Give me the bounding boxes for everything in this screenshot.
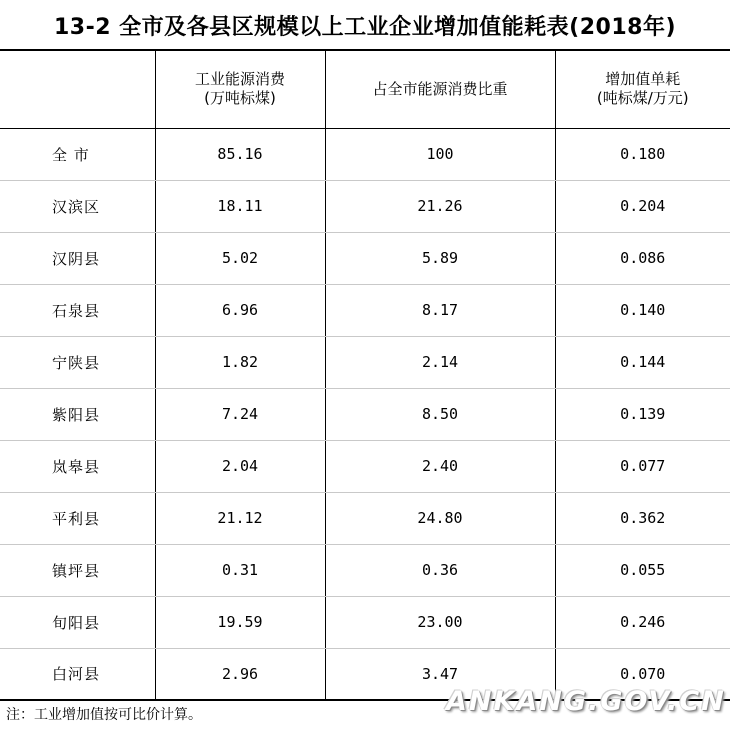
region-name-cell: 白河县 [0,648,155,700]
unit-consumption-cell: 0.140 [555,284,730,336]
header-energy-line2: (万吨标煤) [204,89,276,108]
unit-consumption-cell: 0.139 [555,388,730,440]
region-name-cell: 岚皋县 [0,440,155,492]
table-row [0,492,730,544]
share-cell: 2.40 [325,440,555,492]
share-cell: 100 [325,128,555,180]
table-row [0,544,730,596]
share-cell: 5.89 [325,232,555,284]
region-name-cell: 平利县 [0,492,155,544]
energy-consumption-table [0,49,730,701]
table-row [0,388,730,440]
unit-consumption-cell: 0.246 [555,596,730,648]
header-share [325,50,555,128]
header-region [0,50,155,128]
energy-consumption-cell: 7.24 [155,388,325,440]
region-name-cell: 镇坪县 [0,544,155,596]
table-row [0,336,730,388]
unit-consumption-cell: 0.362 [555,492,730,544]
table-row [0,232,730,284]
energy-consumption-cell: 85.16 [155,128,325,180]
region-name-cell: 汉阴县 [0,232,155,284]
page-title: 13-2 全市及各县区规模以上工业企业增加值能耗表(2018年) [53,15,677,40]
footnote: 注：工业增加值按可比价计算。 [6,707,202,723]
share-cell: 21.26 [325,180,555,232]
table-row [0,180,730,232]
region-name-cell: 紫阳县 [0,388,155,440]
share-cell: 8.17 [325,284,555,336]
region-name-cell: 汉滨区 [0,180,155,232]
energy-consumption-cell: 1.82 [155,336,325,388]
site-watermark: ANKANG.GOV.CN [446,686,726,717]
unit-consumption-cell: 0.144 [555,336,730,388]
header-energy-line1: 工业能源消费 [194,70,285,89]
share-cell: 23.00 [325,596,555,648]
unit-consumption-cell: 0.055 [555,544,730,596]
energy-consumption-cell: 2.04 [155,440,325,492]
unit-consumption-cell: 0.204 [555,180,730,232]
unit-consumption-cell: 0.180 [555,128,730,180]
energy-consumption-cell: 21.12 [155,492,325,544]
region-name-cell: 全 市 [0,128,155,180]
region-name-cell: 石泉县 [0,284,155,336]
energy-consumption-cell: 18.11 [155,180,325,232]
energy-consumption-cell: 19.59 [155,596,325,648]
header-share-line1: 占全市能源消费比重 [372,79,508,98]
region-name-cell: 旬阳县 [0,596,155,648]
share-cell: 24.80 [325,492,555,544]
share-cell: 3.47 [325,648,555,700]
energy-consumption-cell: 0.31 [155,544,325,596]
header-energy-consumption [155,50,325,128]
unit-consumption-cell: 0.077 [555,440,730,492]
header-unit-line1: 增加值单耗 [605,70,681,89]
table-row [0,128,730,180]
table-row [0,596,730,648]
header-unit-line2: (吨标煤/万元) [596,89,689,108]
table-header-row [0,50,730,128]
energy-consumption-cell: 6.96 [155,284,325,336]
energy-consumption-cell: 5.02 [155,232,325,284]
unit-consumption-cell: 0.086 [555,232,730,284]
region-name-cell: 宁陕县 [0,336,155,388]
table-row [0,284,730,336]
share-cell: 2.14 [325,336,555,388]
unit-consumption-cell: 0.070 [555,648,730,700]
table-row [0,440,730,492]
share-cell: 8.50 [325,388,555,440]
share-cell: 0.36 [325,544,555,596]
header-unit-consumption [555,50,730,128]
energy-consumption-cell: 2.96 [155,648,325,700]
